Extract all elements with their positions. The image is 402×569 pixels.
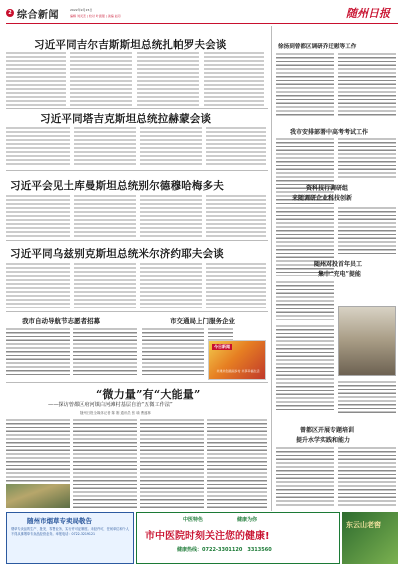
divider [6, 382, 268, 383]
divider [6, 240, 268, 241]
article-body [338, 446, 396, 508]
hospital-slogan: 市中医院时刻关注您的健康! [145, 531, 270, 542]
article-body [140, 418, 204, 508]
headline-uzbek: 习近平同乌兹别克斯坦总统米尔济约耶夫会谈 [10, 248, 224, 260]
article-body [6, 418, 70, 482]
sidebar-headline-5a: 曾都区开展专题培训 [300, 427, 355, 434]
hospital-tag-2: 健康为你 [237, 517, 258, 523]
divider [6, 311, 268, 312]
article-body [338, 52, 396, 116]
article-body [74, 126, 136, 166]
promo-badge: 今日新闻 [214, 344, 230, 349]
article-body [73, 327, 137, 377]
article-body [70, 51, 132, 107]
feature-byline: 随州日报全媒体记者 陈 刚 通讯员 张 瑜 曹盛林 [80, 411, 151, 415]
article-body [142, 327, 204, 377]
tobacco-ad-title: 随州市烟草专卖局敬告 [27, 517, 92, 525]
article-body [6, 262, 70, 308]
article-body [338, 206, 396, 256]
article-body [140, 262, 202, 308]
article-body [74, 194, 136, 238]
hospital-tag-1: 中医特色 [183, 517, 204, 523]
feature-title: “微力量”有“大能量” [96, 388, 201, 401]
article-body [206, 262, 266, 308]
article-body [206, 194, 266, 238]
article-body [276, 280, 334, 320]
article-body [140, 126, 202, 166]
article-body [276, 52, 334, 116]
divider [6, 170, 268, 171]
article-body [276, 324, 334, 410]
masthead [6, 3, 398, 23]
headline-exam: 我市自动导航节志愿者招募 [22, 317, 100, 325]
editor-line: 编辑 刘灵恋 | 校对 叶振强 | 美编 赵丹 [70, 14, 121, 18]
article-body [207, 418, 267, 508]
article-body [204, 51, 264, 107]
column-divider [271, 26, 272, 511]
feature-photo [6, 484, 70, 508]
article-body [74, 262, 136, 308]
article-body [6, 51, 66, 107]
headline-road: 市交通局上门服务企业 [170, 317, 235, 325]
article-body [137, 51, 199, 107]
headline-turkmen: 习近平会见土库曼斯坦总统别尔德穆哈梅多夫 [10, 180, 224, 192]
page-number-badge: 2 [6, 9, 14, 17]
article-body [6, 194, 70, 238]
article-body [338, 380, 396, 414]
sidebar-headline-3a: 资科技行调研组 [306, 185, 349, 192]
article-body [140, 194, 202, 238]
sidebar-headline-4a: 随州对投首年员工 [314, 261, 363, 268]
article-body [6, 126, 70, 166]
date-line: 2022年9月15日 [70, 8, 93, 12]
article-body [73, 418, 137, 508]
sidebar-headline-5b: 提升水学实践和能力 [296, 437, 351, 444]
headline-kyrgyz: 习近平同吉尔吉斯斯坦总统扎帕罗夫会谈 [34, 39, 227, 51]
header-rule [6, 23, 398, 24]
brand-logo: 随州日报 [346, 7, 390, 20]
tobacco-ad [6, 512, 134, 564]
headline-tajik: 习近平同塔吉克斯坦总统拉赫蒙会谈 [40, 113, 212, 125]
feature-subtitle: ——探访曾都区府河镇白河滩村基层自治“五微工作法” [48, 402, 173, 408]
sidebar-headline-3b: 来随调研企业科技创新 [292, 195, 353, 202]
article-body [206, 126, 266, 166]
promo-photo [208, 340, 266, 380]
section-title: 综合新闻 [17, 10, 59, 21]
hospital-ad [136, 512, 340, 564]
tobacco-ad-body: 烟草专卖品的生产、批发、零售业务，实行许可证制度。未经许可，任何单位和个人不得从事烟草专卖品经营业务。举报电话：0722-3219121 [11, 527, 129, 536]
hospital-phone: 健康热线：0722-3301120 3313560 [177, 547, 272, 553]
sidebar-headline-4b: 集中“充电”提能 [318, 271, 361, 278]
sidebar-headline-1: 徐扬到曾都区调研乔迁慰等工作 [278, 44, 357, 50]
article-body [276, 446, 334, 508]
sidebar-photo [338, 306, 396, 376]
sidebar-headline-2: 我市安排部署中高考考试工作 [290, 129, 369, 136]
divider [6, 108, 268, 109]
article-body [6, 327, 70, 377]
liquor-ad-text: 东云山老窖 [346, 521, 381, 529]
liquor-ad [342, 512, 398, 564]
promo-caption: 共建共创美丽乡村 共享幸福生活 [216, 369, 260, 373]
article-body [338, 137, 396, 179]
